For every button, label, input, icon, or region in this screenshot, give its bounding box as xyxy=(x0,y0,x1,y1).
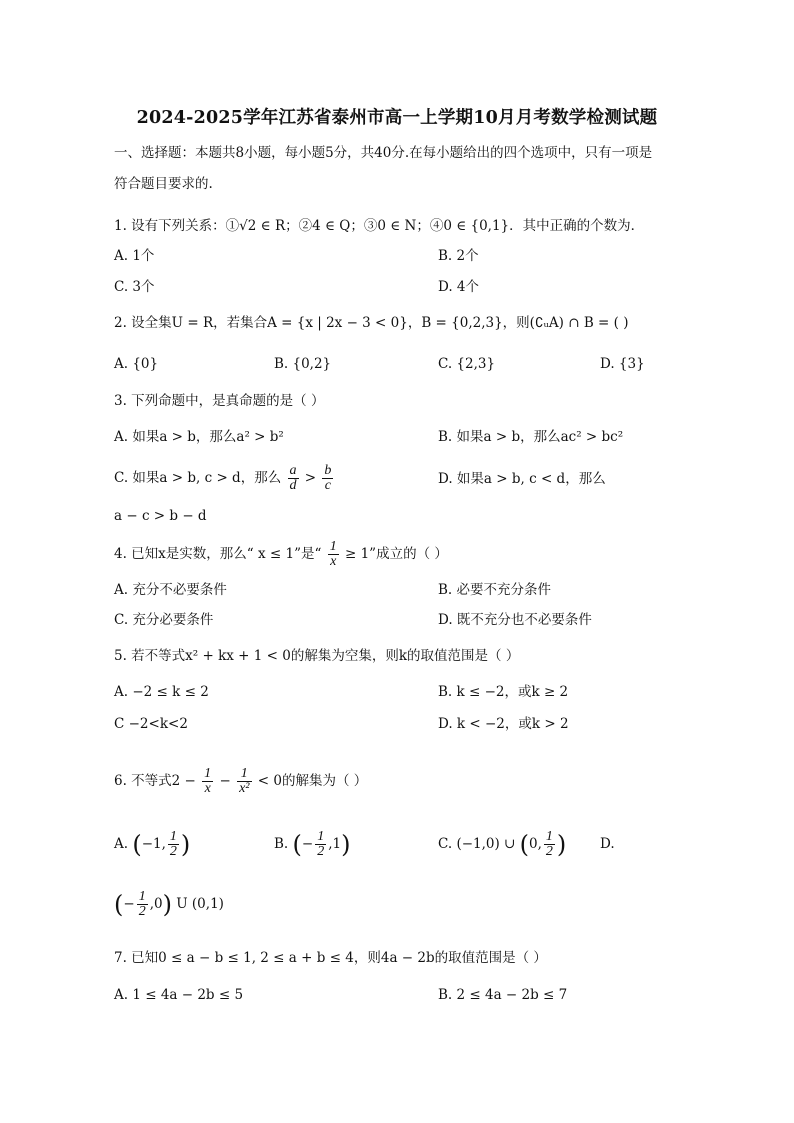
option-union: U (0,1) xyxy=(176,896,224,912)
question-5-option-b: B. k ≤ −2，或k ≥ 2 xyxy=(438,684,569,700)
question-1-option-a: A. 1个 xyxy=(114,248,155,264)
left-paren: ( xyxy=(132,830,142,859)
fraction-numerator: 1 xyxy=(138,889,146,904)
question-6-stem-prefix: 6. 不等式2 − xyxy=(114,773,196,789)
question-4-stem xyxy=(114,537,448,571)
fraction-numerator: 1 xyxy=(204,766,212,781)
option-tail: ,0 xyxy=(149,896,163,912)
question-6-option-d-label: D. xyxy=(600,836,615,852)
fraction-denominator: x xyxy=(204,781,211,796)
question-6-option-c xyxy=(438,826,566,863)
fraction-denominator: d xyxy=(289,478,297,493)
question-5-option-a: A. −2 ≤ k ≤ 2 xyxy=(114,684,209,700)
option-fraction xyxy=(544,830,555,859)
section-instructions-line2: 符合题目要求的. xyxy=(114,176,213,192)
option-body: − xyxy=(301,836,314,852)
question-3-option-d: D. 如果a > b, c < d，那么 xyxy=(438,471,606,487)
page-title: 2024-2025学年江苏省泰州市高一上学期10月月考数学检测试题 xyxy=(136,108,658,128)
question-1-option-b: B. 2个 xyxy=(438,248,479,264)
question-2-option-a: A. {0} xyxy=(114,356,159,372)
question-3-option-b: B. 如果a > b，那么ac² > bc² xyxy=(438,429,624,445)
question-3-stem: 3. 下列命题中，是真命题的是（ ） xyxy=(114,393,325,409)
question-2-option-d: D. {3} xyxy=(600,356,645,372)
question-1-stem: 1. 设有下列关系：①√2 ∈ R；②4 ∈ Q；③0 ∈ N；④0 ∈ {0,1}．其中正确的个数为． xyxy=(114,218,645,234)
question-5-option-c: C −2<k<2 xyxy=(114,716,188,732)
fraction-numerator: 1 xyxy=(545,829,553,844)
fraction-numerator: 1 xyxy=(169,829,177,844)
left-paren: ( xyxy=(114,890,124,919)
fraction-numerator: 1 xyxy=(317,829,325,844)
section-instructions-line1: 一、选择题：本题共8小题，每小题5分，共40分.在每小题给出的四个选项中，只有一项是 xyxy=(114,145,653,161)
question-3-option-d-continued: a − c > b − d xyxy=(114,508,207,524)
greater-than-sign: > xyxy=(304,470,317,486)
question-6-stem-suffix: < 0的解集为（ ） xyxy=(257,773,368,789)
option-body: −1, xyxy=(141,836,166,852)
question-6-fraction-1 xyxy=(202,767,213,796)
question-4-option-b: B. 必要不充分条件 xyxy=(438,582,552,598)
fraction-denominator: x² xyxy=(239,781,250,796)
question-7-stem: 7. 已知0 ≤ a − b ≤ 1, 2 ≤ a + b ≤ 4，则4a − 2b的取值范围是（ ） xyxy=(114,950,547,966)
question-4-option-a: A. 充分不必要条件 xyxy=(114,582,227,598)
question-3-option-c xyxy=(114,461,335,495)
question-5-option-d: D. k < −2，或k > 2 xyxy=(438,716,569,732)
fraction-denominator: 2 xyxy=(138,904,146,919)
minus-sign: − xyxy=(219,773,231,789)
question-1-option-d: D. 4个 xyxy=(438,279,480,295)
fraction-denominator: 2 xyxy=(169,844,177,859)
fraction-denominator: 2 xyxy=(545,844,553,859)
fraction-numerator: b xyxy=(324,463,332,478)
fraction-denominator: x xyxy=(330,554,337,569)
option-body: (−1,0) ∪ xyxy=(456,836,516,852)
fraction-numerator: a xyxy=(289,463,297,478)
question-6-option-a xyxy=(114,826,190,863)
question-4-option-d: D. 既不充分也不必要条件 xyxy=(438,612,592,628)
question-1-option-c: C. 3个 xyxy=(114,279,155,295)
option-fraction xyxy=(168,830,179,859)
fraction-numerator: 1 xyxy=(237,767,251,782)
right-paren: ) xyxy=(341,830,351,859)
left-paren: ( xyxy=(519,830,530,859)
question-4-fraction xyxy=(328,540,339,569)
question-6-stem xyxy=(114,763,367,799)
option-interval: 0, xyxy=(529,836,542,852)
question-2-option-c: C. {2,3} xyxy=(438,356,496,372)
option-tail: ,1 xyxy=(328,836,342,852)
question-6-option-b xyxy=(274,826,350,863)
fraction-numerator: 1 xyxy=(329,539,337,554)
question-4-option-c: C. 充分必要条件 xyxy=(114,612,214,628)
question-2-stem: 2. 设全集U = R，若集合A = {x | 2x − 3 < 0}，B = {0,2,3}，则(∁ᵤA) ∩ B = ( ) xyxy=(114,315,629,331)
question-3-option-c-prefix: C. 如果a > b, c > d，那么 xyxy=(114,470,282,486)
question-7-option-a: A. 1 ≤ 4a − 2b ≤ 5 xyxy=(114,987,244,1003)
question-4-stem-prefix: 4. 已知x是实数，那么“ x ≤ 1”是“ xyxy=(114,546,322,562)
question-3-option-a: A. 如果a > b，那么a² > b² xyxy=(114,429,284,445)
question-4-stem-suffix: ≥ 1”成立的（ ） xyxy=(344,546,448,562)
question-2-option-b: B. {0,2} xyxy=(274,356,332,372)
option-body: − xyxy=(123,896,135,912)
right-paren: ) xyxy=(162,890,172,919)
right-paren: ) xyxy=(556,830,567,859)
question-7-option-b: B. 2 ≤ 4a − 2b ≤ 7 xyxy=(438,987,568,1003)
question-6-option-d xyxy=(114,886,224,923)
option-fraction xyxy=(315,830,326,859)
question-3-option-c-fraction-left xyxy=(288,464,299,493)
left-paren: ( xyxy=(292,830,302,859)
right-paren: ) xyxy=(180,830,191,859)
fraction-denominator: 2 xyxy=(317,844,325,859)
question-5-stem: 5. 若不等式x² + kx + 1 < 0的解集为空集，则k的取值范围是（ ） xyxy=(114,648,520,664)
option-fraction xyxy=(137,890,148,919)
fraction-denominator: c xyxy=(324,478,332,493)
option-label: B. xyxy=(274,836,289,852)
question-6-fraction-2 xyxy=(237,767,251,796)
option-label: A. xyxy=(114,836,129,852)
question-3-option-c-fraction-right xyxy=(322,464,333,493)
option-label: C. xyxy=(438,836,453,852)
